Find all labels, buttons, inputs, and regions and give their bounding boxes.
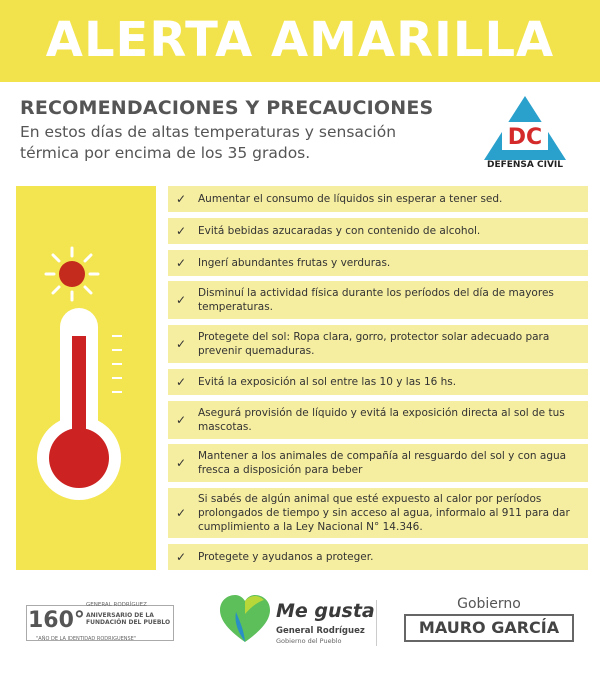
check-icon: ✓	[176, 223, 187, 238]
anniversary-top: GENERAL RODRÍGUEZ	[86, 602, 147, 608]
gobierno-label: Gobierno	[457, 596, 521, 612]
list-item	[168, 401, 588, 439]
item-text: Disminuí la actividad física durante los períodos del día de mayores temperaturas.	[198, 287, 554, 314]
item-text: Aumentar el consumo de líquidos sin esperar a tener sed.	[198, 193, 503, 205]
list-item	[168, 325, 588, 363]
me-gusta-subtitle: General Rodríguez	[276, 626, 365, 636]
gobierno-name: MAURO GARCÍA	[418, 618, 560, 637]
check-icon: ✓	[176, 293, 187, 308]
anniversary-line2: FUNDACIÓN DEL PUEBLO	[86, 619, 171, 626]
banner-title: ALERTA AMARILLA	[45, 12, 555, 68]
check-icon: ✓	[176, 192, 187, 206]
check-icon: ✓	[176, 549, 187, 564]
item-text: Evitá la exposición al sol entre las 10 y las 16 hs.	[198, 375, 457, 388]
list-item	[168, 186, 588, 212]
list-item	[168, 369, 588, 395]
dc-letters: DC	[507, 125, 543, 150]
sun-icon	[46, 248, 98, 300]
thermometer-icon	[16, 186, 156, 570]
heading-title: RECOMENDACIONES Y PRECAUCIONES	[20, 97, 434, 119]
item-text: Asegurá provisión de líquido y evitá la exposición directa al sol de tus mascotas.	[198, 406, 565, 433]
anniversary-bottom: "AÑO DE LA IDENTIDAD RODRIGUENSE"	[36, 636, 137, 642]
heading-subtitle: En estos días de altas temperaturas y sensación térmica por encima de los 35 grados.	[20, 123, 397, 162]
list-item	[168, 250, 588, 276]
list-item	[168, 488, 588, 538]
recommendations-list	[168, 186, 588, 570]
check-icon: ✓	[176, 456, 187, 471]
me-gusta-heart-icon	[218, 592, 272, 646]
me-gusta-title: Me gusta	[276, 600, 375, 622]
check-icon: ✓	[176, 255, 187, 270]
list-item	[168, 444, 588, 482]
check-icon: ✓	[176, 506, 187, 521]
list-item	[168, 544, 588, 570]
anniversary-lines	[86, 612, 170, 626]
item-text: Protegete del sol: Ropa clara, gorro, protector solar adecuado para prevenir quemaduras.	[198, 331, 550, 358]
heading-block	[20, 96, 460, 164]
list-item	[168, 281, 588, 319]
divider	[376, 600, 377, 646]
list-item	[168, 218, 588, 244]
item-text: Mantener a los animales de compañía al resguardo del sol y con agua fresca a disposición para beber	[198, 450, 567, 477]
item-text: Ingerí abundantes frutas y verduras.	[198, 256, 391, 269]
item-text: Si sabés de algún animal que esté expuesto al calor por períodos prolongados de tiempo y sin acceso al agua, informalo al 911 para dar cumplimiento a la Ley Nacional N° 14.346.	[198, 493, 570, 534]
item-text: Protegete y ayudanos a proteger.	[198, 550, 374, 563]
anniversary-line1: ANIVERSARIO DE LA	[86, 612, 154, 619]
anniversary-number: 160°	[28, 608, 85, 633]
check-icon: ✓	[176, 412, 187, 427]
alert-banner	[0, 0, 600, 82]
me-gusta-subtitle2: Gobierno del Pueblo	[276, 637, 342, 645]
check-icon: ✓	[176, 337, 187, 352]
dc-caption: DEFENSA CIVIL	[486, 160, 564, 170]
item-text: Evitá bebidas azucaradas y con contenido de alcohol.	[198, 224, 481, 237]
check-icon: ✓	[176, 374, 187, 389]
